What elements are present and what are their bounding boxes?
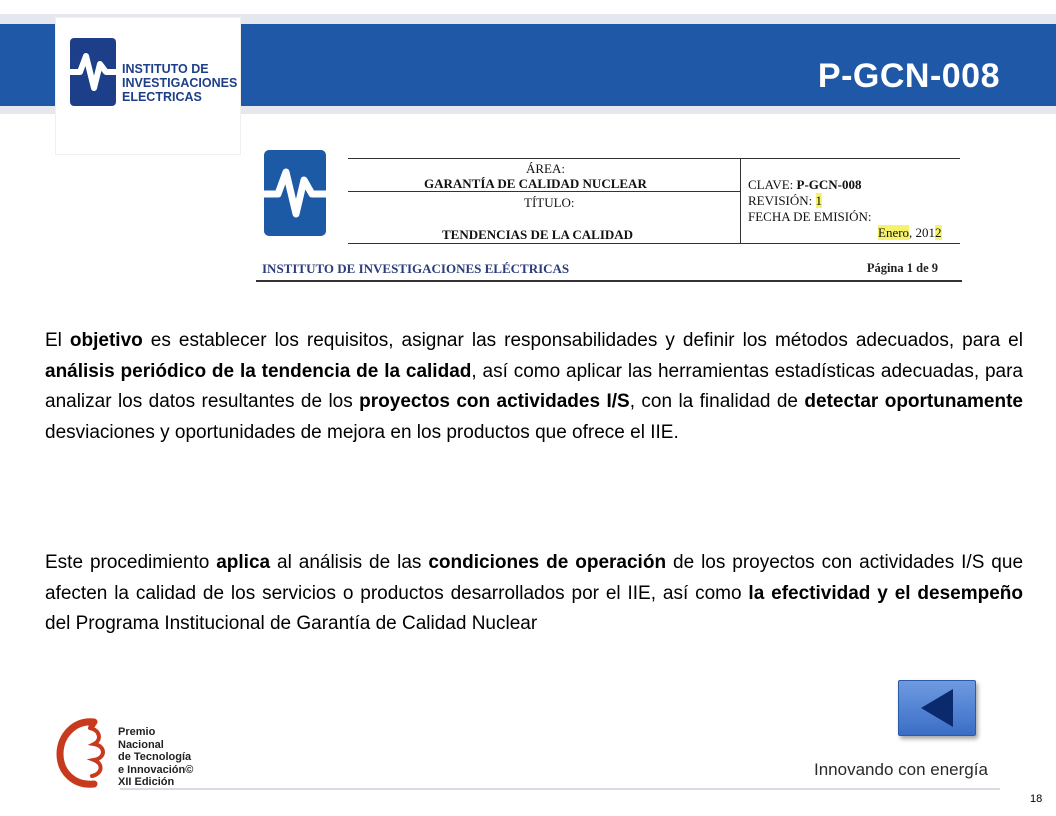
p1-text-2: es establecer los requisitos, asignar las responsabilidades y definir los métodos adecuados, para el — [142, 330, 1023, 351]
form-footer — [256, 258, 962, 282]
title-label: TÍTULO: — [524, 195, 575, 210]
form-table — [348, 158, 960, 244]
iie-logo-mark-icon — [68, 36, 118, 108]
p1-bold-1: objetivo — [69, 330, 143, 351]
footer-divider — [120, 788, 1000, 790]
p1-bold-2: análisis periódico de la tendencia de la calidad — [45, 360, 472, 382]
award-line-4: e Innovación© — [118, 763, 194, 776]
p1-text-5: desviaciones y oportunidades de mejora en los productos que ofrece el IIE. — [45, 421, 679, 443]
p1-bold-3: proyectos con actividades I/S — [359, 391, 630, 412]
logo-line-3: ELECTRICAS — [122, 90, 202, 104]
award-emblem-icon — [54, 714, 116, 790]
form-page-count: Página 1 de 9 — [866, 261, 938, 275]
p2-text-2: al análisis de las — [270, 552, 429, 573]
page-number: 18 — [1030, 793, 1043, 805]
footer-tagline: Innovando con energía — [814, 760, 988, 779]
form-divider-vertical — [740, 159, 741, 243]
p2-text-3: de los proyectos con actividades I/S que afecten la calidad de los servicios o productos desarrollados por el IIE, así como — [45, 552, 1024, 604]
fecha-year-prefix: , 201 — [909, 225, 936, 240]
logo-line-2: INVESTIGACIONES — [122, 76, 238, 90]
award-line-2: Nacional — [118, 738, 164, 751]
institute-logo-text — [122, 62, 237, 104]
area-value: GARANTÍA DE CALIDAD NUCLEAR — [424, 176, 647, 191]
award-text — [118, 726, 193, 789]
fecha-value — [878, 225, 942, 241]
p1-bold-4: detectar oportunamente — [804, 391, 1024, 412]
award-logo — [54, 714, 204, 794]
form-institute-name: INSTITUTO DE INVESTIGACIONES ELÉCTRICAS — [262, 261, 570, 276]
award-line-1: Premio — [118, 726, 156, 738]
p2-bold-2: condiciones de operación — [428, 552, 667, 573]
area-label: ÁREA: — [526, 161, 565, 176]
iie-form-logo-icon — [262, 148, 328, 238]
page-title: P-GCN-008 — [817, 57, 1000, 95]
fecha-label: FECHA DE EMISIÓN: — [748, 209, 872, 224]
institute-logo — [56, 18, 240, 154]
award-line-5: XII Edición — [118, 776, 175, 788]
objective-paragraph — [45, 326, 1023, 448]
clave-label: CLAVE: — [748, 177, 794, 192]
clave-value: P-GCN-008 — [796, 177, 862, 192]
p2-text-4: del Programa Institucional de Garantía de Calidad Nuclear — [45, 613, 538, 634]
back-button[interactable] — [898, 680, 976, 736]
revision-value: 1 — [815, 193, 823, 208]
p1-text-3: , así como aplicar las herramientas estadísticas adecuadas, para analizar los datos resultantes de los — [45, 360, 1023, 412]
p1-text-1: El — [45, 330, 70, 351]
left-triangle-icon — [919, 687, 955, 729]
p2-bold-3: la efectividad y el desempeño — [748, 582, 1023, 604]
award-line-3: de Tecnología — [118, 751, 192, 763]
revision-row — [748, 193, 822, 209]
scope-paragraph — [45, 548, 1023, 640]
fecha-year-last: 2 — [935, 225, 942, 240]
p2-text-1: Este procedimiento — [45, 552, 217, 573]
p2-bold-1: aplica — [216, 552, 271, 573]
clave-row — [748, 177, 862, 193]
procedure-form-header — [256, 142, 962, 284]
title-value: TENDENCIAS DE LA CALIDAD — [442, 227, 634, 242]
fecha-month: Enero — [878, 225, 910, 240]
p1-text-4: , con la finalidad de — [629, 391, 805, 412]
logo-line-1: INSTITUTO DE — [122, 62, 209, 76]
revision-label: REVISIÓN: — [748, 193, 813, 208]
